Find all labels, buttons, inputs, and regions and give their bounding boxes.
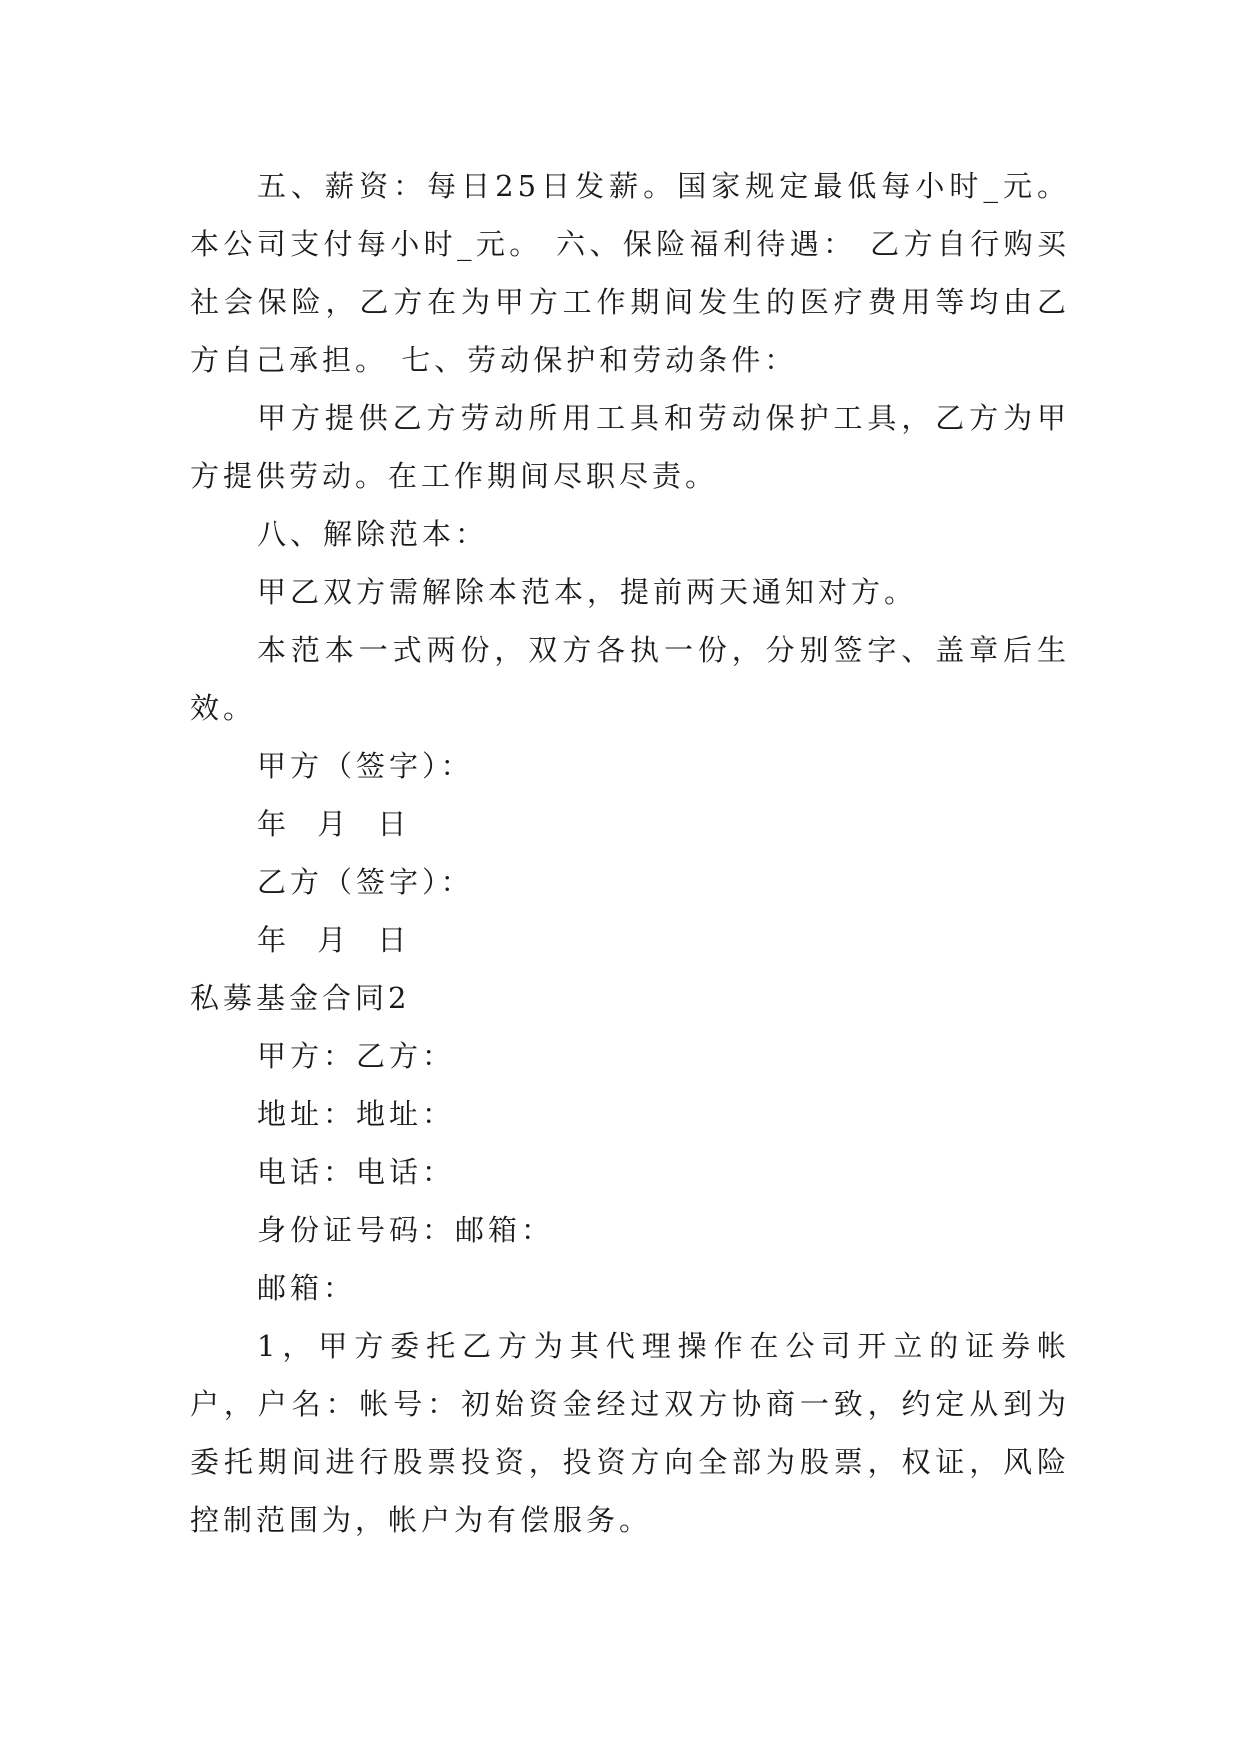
paragraph-termination-heading: 八、解除范本： — [257, 517, 489, 551]
id-email-line: 身份证号码：邮箱： — [257, 1213, 555, 1247]
contract-title: 私募基金合同2 — [190, 981, 411, 1015]
address-line: 地址：地址： — [257, 1097, 456, 1131]
party-a-date: 年 月 日 — [257, 807, 411, 841]
party-b-date: 年 月 日 — [257, 923, 411, 957]
phone-line: 电话：电话： — [257, 1155, 456, 1189]
parties-line: 甲方：乙方： — [257, 1039, 456, 1073]
paragraph-salary-insurance: 五、薪资：每日25日发薪。国家规定最低每小时_元。本公司支付每小时_元。 六、保险福利待遇： 乙方自行购买社会保险，乙方在为甲方工作期间发生的医疗费用等均由乙方自己承担。 七、劳动保护和劳动条件： — [190, 169, 1070, 377]
paragraph-termination-notice: 甲乙双方需解除本范本，提前两天通知对方。 — [257, 575, 918, 609]
party-a-signature: 甲方（签字）： — [257, 749, 474, 783]
paragraph-labor-protection: 甲方提供乙方劳动所用工具和劳动保护工具，乙方为甲方提供劳动。在工作期间尽职尽责。 — [190, 401, 1070, 493]
party-b-signature: 乙方（签字）： — [257, 865, 474, 899]
clause-1: 1，甲方委托乙方为其代理操作在公司开立的证券帐户，户名：帐号：初始资金经过双方协商一致，约定从到为委托期间进行股票投资，投资方向全部为股票，权证，风险控制范围为，帐户为有偿服务。 — [190, 1329, 1070, 1537]
document-page — [190, 157, 1070, 1549]
email-line: 邮箱： — [257, 1271, 357, 1305]
paragraph-copies: 本范本一式两份，双方各执一份，分别签字、盖章后生效。 — [190, 633, 1070, 725]
